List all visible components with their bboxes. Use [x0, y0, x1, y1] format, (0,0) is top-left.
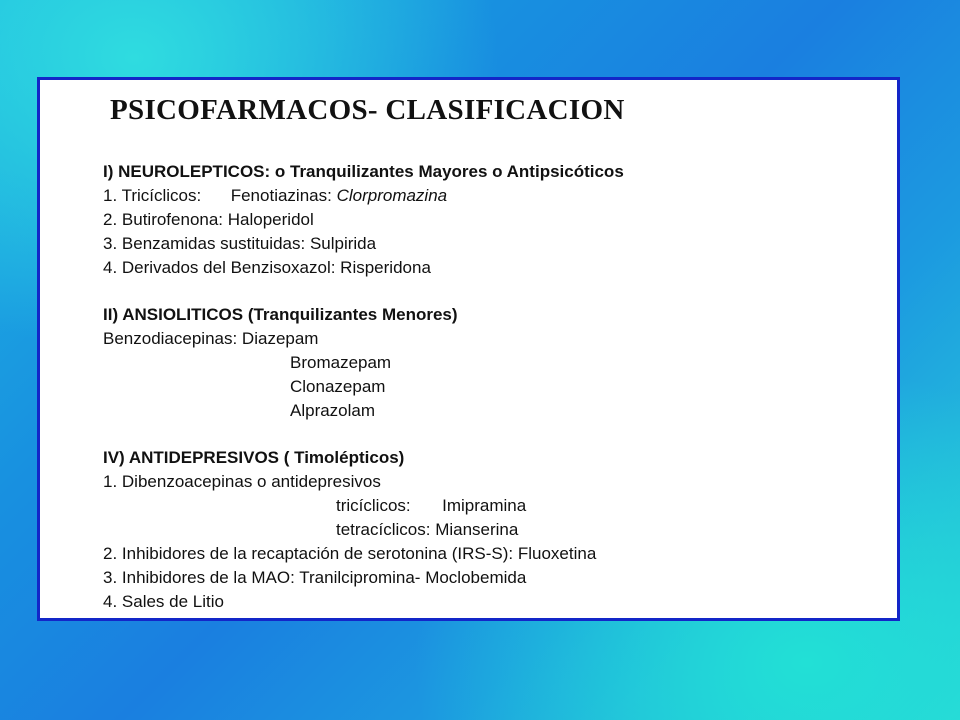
ansioliticos-heading: II) ANSIOLITICOS (Tranquilizantes Menores)	[103, 305, 458, 324]
neurolepticos-item-2: 2. Butirofenona: Haloperidol	[103, 210, 314, 229]
neurolepticos-item-3: 3. Benzamidas sustituidas: Sulpirida	[103, 234, 377, 253]
neurolepticos-item-1-label: 1. Tricíclicos:	[103, 186, 202, 205]
antidepresivos-sub-1	[336, 496, 526, 516]
neurolepticos-item-1-value: Fenotiazinas:	[230, 186, 332, 205]
ansioliticos-drug-2: Bromazepam	[290, 353, 392, 372]
classification-document	[40, 80, 897, 618]
page-title: PSICOFARMACOS- CLASIFICACION	[110, 94, 625, 126]
antidepresivos-heading: IV) ANTIDEPRESIVOS ( Timolépticos)	[103, 448, 405, 467]
slide-content-frame	[37, 77, 900, 621]
neurolepticos-item-1	[103, 186, 447, 206]
ansioliticos-line-1: Benzodiacepinas: Diazepam	[103, 329, 319, 348]
antidepresivos-sub-1-value: Imipramina	[442, 496, 527, 515]
antidepresivos-item-4: 4. Sales de Litio	[103, 592, 224, 611]
ansioliticos-drug-3: Clonazepam	[290, 377, 386, 396]
neurolepticos-item-4: 4. Derivados del Benzisoxazol: Risperidona	[103, 258, 431, 277]
antidepresivos-sub-2: tetracíclicos: Mianserina	[336, 520, 519, 539]
neurolepticos-item-1-example: Clorpromazina	[336, 186, 448, 205]
antidepresivos-item-3: 3. Inhibidores de la MAO: Tranilcipromina- Moclobemida	[103, 568, 527, 587]
antidepresivos-item-1: 1. Dibenzoacepinas o antidepresivos	[103, 472, 381, 491]
neurolepticos-heading: I) NEUROLEPTICOS: o Tranquilizantes Mayores o Antipsicóticos	[103, 162, 624, 181]
ansioliticos-drug-4: Alprazolam	[290, 401, 376, 420]
antidepresivos-item-2: 2. Inhibidores de la recaptación de serotonina (IRS-S): Fluoxetina	[103, 544, 597, 563]
antidepresivos-sub-1-label: tricíclicos:	[336, 496, 411, 515]
